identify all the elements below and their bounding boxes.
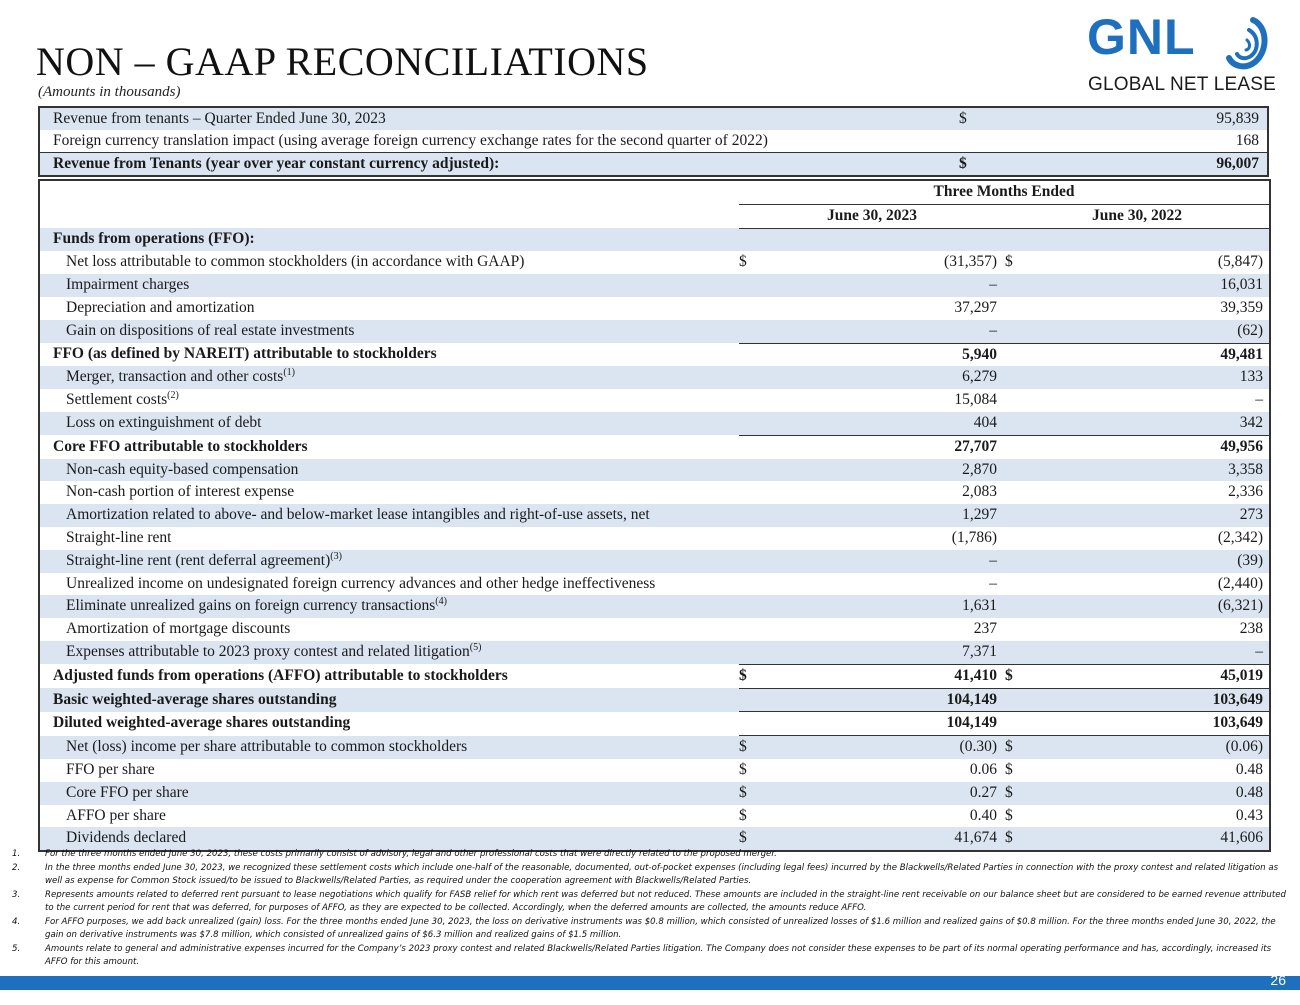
table-row bbox=[39, 481, 1270, 504]
footnote-ref: (4) bbox=[435, 596, 447, 608]
value-2023 bbox=[771, 573, 1005, 596]
section-ffo-label: Funds from operations (FFO): bbox=[39, 228, 739, 251]
row-label bbox=[39, 782, 739, 805]
header-row bbox=[39, 180, 1270, 204]
value-2023 bbox=[771, 251, 1005, 274]
currency-2023-text: $ bbox=[739, 806, 747, 824]
value-2023-text: 41,410 bbox=[954, 666, 997, 684]
value-2023-text: – bbox=[989, 574, 997, 592]
footer-bar bbox=[0, 976, 1300, 990]
value-2023 bbox=[771, 274, 1005, 297]
row-label-text: Adjusted funds from operations (AFFO) attributable to stockholders bbox=[53, 666, 508, 684]
row-label-text: Loss on extinguishment of debt bbox=[66, 414, 262, 432]
row-label-text: Non-cash equity-based compensation bbox=[66, 460, 299, 478]
value-2022-text: (62) bbox=[1237, 321, 1264, 339]
row-label-text: Settlement costs bbox=[66, 391, 168, 409]
currency-2022 bbox=[1005, 251, 1037, 274]
value-2022 bbox=[1037, 595, 1270, 618]
value-2022-text: – bbox=[1255, 391, 1264, 409]
value-2022-text: 0.48 bbox=[1235, 760, 1264, 778]
row-label-text: Core FFO per share bbox=[66, 783, 189, 801]
revenue-currency: $ bbox=[959, 107, 1019, 130]
row-label-text: Straight-line rent (rent deferral agreement) bbox=[66, 551, 331, 569]
currency-2023 bbox=[739, 527, 771, 550]
row-label-text: Net loss attributable to common stockholders (in accordance with GAAP) bbox=[66, 253, 525, 271]
row-label-text: Merger, transaction and other costs bbox=[66, 368, 284, 386]
footnote-text: Represents amounts related to deferred rent pursuant to lease negotiations which qualify for FASB relief for which rent was deferred but not reduced. These amounts are included in the straight-line rent receivable on our balance sheet but are considered to be earned revenue attributed to the current period for rent that was deferred, for purposes of AFFO, as they are expected to be collected. Accordingly, when the deferred amounts are collected, the amounts reduce AFFO. bbox=[45, 889, 1286, 913]
value-2023 bbox=[771, 688, 1005, 712]
table-row bbox=[39, 343, 1270, 366]
page-number: 26 bbox=[1270, 972, 1286, 988]
value-2022 bbox=[1037, 297, 1270, 320]
currency-2023 bbox=[739, 595, 771, 618]
logo-wordmark: GNL bbox=[1087, 9, 1196, 65]
table-row bbox=[39, 527, 1270, 550]
revenue-label: Revenue from tenants – Quarter Ended June 30, 2023 bbox=[39, 107, 959, 130]
currency-2023 bbox=[739, 618, 771, 641]
table-row bbox=[39, 297, 1270, 320]
currency-2023 bbox=[739, 297, 771, 320]
currency-2022-text: $ bbox=[1005, 829, 1013, 847]
row-label bbox=[39, 805, 739, 828]
currency-2022 bbox=[1005, 481, 1037, 504]
value-2022-text: (5,847) bbox=[1217, 253, 1264, 271]
value-2023 bbox=[771, 412, 1005, 435]
row-label bbox=[39, 389, 739, 412]
reconciliation-table bbox=[38, 179, 1271, 852]
column-header-row bbox=[39, 204, 1270, 228]
value-2022 bbox=[1037, 412, 1270, 435]
value-2022 bbox=[1037, 320, 1270, 343]
table-row bbox=[39, 435, 1270, 458]
currency-2023 bbox=[739, 805, 771, 828]
row-label-text: Unrealized income on undesignated foreign currency advances and other hedge ineffectiveness bbox=[66, 574, 656, 592]
value-2022 bbox=[1037, 688, 1270, 712]
currency-2022 bbox=[1005, 618, 1037, 641]
value-2023-text: 5,940 bbox=[962, 345, 997, 363]
value-2022 bbox=[1037, 712, 1270, 736]
row-label bbox=[39, 435, 739, 458]
currency-2022 bbox=[1005, 389, 1037, 412]
value-2022 bbox=[1037, 805, 1270, 828]
currency-2022 bbox=[1005, 736, 1037, 759]
row-label bbox=[39, 412, 739, 435]
row-label bbox=[39, 527, 739, 550]
currency-2023-text: $ bbox=[739, 783, 747, 801]
value-2023 bbox=[771, 618, 1005, 641]
table-row bbox=[39, 736, 1270, 759]
value-2023 bbox=[771, 805, 1005, 828]
value-2022 bbox=[1037, 736, 1270, 759]
currency-2022 bbox=[1005, 805, 1037, 828]
row-label bbox=[39, 274, 739, 297]
revenue-total-row bbox=[39, 153, 1268, 177]
revenue-currency bbox=[959, 130, 1019, 153]
value-2022-text: 0.43 bbox=[1235, 806, 1264, 824]
table-row bbox=[39, 550, 1270, 573]
value-2022-text: 49,481 bbox=[1220, 345, 1264, 363]
row-label-text: Eliminate unrealized gains on foreign currency transactions bbox=[66, 597, 436, 615]
table-row bbox=[39, 389, 1270, 412]
row-label bbox=[39, 641, 739, 664]
period-header: Three Months Ended bbox=[739, 180, 1270, 204]
row-label-text: FFO per share bbox=[66, 760, 155, 778]
row-label-text: Impairment charges bbox=[66, 276, 190, 294]
value-2023 bbox=[771, 481, 1005, 504]
currency-2022 bbox=[1005, 274, 1037, 297]
value-2023 bbox=[771, 782, 1005, 805]
currency-2022 bbox=[1005, 550, 1037, 573]
value-2023-text: – bbox=[989, 551, 997, 569]
value-2023-text: 7,371 bbox=[962, 642, 997, 660]
row-label-text: Basic weighted-average shares outstanding bbox=[53, 690, 337, 708]
value-2022 bbox=[1037, 251, 1270, 274]
row-label-text: Depreciation and amortization bbox=[66, 298, 255, 316]
currency-2022 bbox=[1005, 297, 1037, 320]
value-2022 bbox=[1037, 343, 1270, 366]
currency-2023 bbox=[739, 412, 771, 435]
value-2022 bbox=[1037, 459, 1270, 482]
currency-2023 bbox=[739, 573, 771, 596]
table-row bbox=[39, 664, 1270, 688]
value-2022 bbox=[1037, 527, 1270, 550]
currency-2022 bbox=[1005, 664, 1037, 688]
row-label bbox=[39, 459, 739, 482]
row-label bbox=[39, 736, 739, 759]
value-2022 bbox=[1037, 481, 1270, 504]
revenue-label: Revenue from Tenants (year over year constant currency adjusted): bbox=[39, 153, 959, 177]
footnote-number: 1. bbox=[12, 849, 21, 859]
value-2023-text: (1,786) bbox=[951, 528, 997, 546]
row-label bbox=[39, 297, 739, 320]
value-2023-text: 41,674 bbox=[954, 829, 997, 847]
currency-2023 bbox=[739, 688, 771, 712]
currency-2023 bbox=[739, 274, 771, 297]
logo-swirl-icon bbox=[1223, 16, 1271, 72]
currency-2022 bbox=[1005, 412, 1037, 435]
value-2023-text: 2,870 bbox=[962, 460, 997, 478]
value-2022-text: (6,321) bbox=[1217, 597, 1264, 615]
row-label bbox=[39, 664, 739, 688]
row-label bbox=[39, 573, 739, 596]
value-2023-text: 6,279 bbox=[962, 368, 997, 386]
value-2022-text: 39,359 bbox=[1220, 298, 1264, 316]
row-label-text: Straight-line rent bbox=[66, 528, 172, 546]
currency-2023 bbox=[739, 343, 771, 366]
row-label bbox=[39, 251, 739, 274]
table-row bbox=[39, 366, 1270, 389]
value-2022 bbox=[1037, 573, 1270, 596]
page-title: NON – GAAP RECONCILIATIONS bbox=[36, 39, 649, 84]
value-2023-text: – bbox=[989, 276, 997, 294]
row-label bbox=[39, 481, 739, 504]
footnotes bbox=[12, 848, 1292, 970]
value-2023 bbox=[771, 343, 1005, 366]
currency-2022-text: $ bbox=[1005, 760, 1013, 778]
footnote-text: Amounts relate to general and administrative expenses incurred for the Company’s 2023 proxy contest and related Blackwells/Related Parties litigation. The Company does not consider these expenses to be part of its normal operating performance and has, accordingly, increased its AFFO for this amount. bbox=[45, 943, 1272, 967]
footnote-number: 3. bbox=[12, 889, 21, 900]
value-2023 bbox=[771, 595, 1005, 618]
value-2022-text: 103,649 bbox=[1212, 714, 1264, 732]
footnote bbox=[12, 862, 1292, 889]
value-2023-text: – bbox=[989, 321, 997, 339]
table-row bbox=[39, 641, 1270, 664]
value-2023 bbox=[771, 504, 1005, 527]
row-label bbox=[39, 712, 739, 736]
footnote bbox=[12, 889, 1292, 916]
currency-2023 bbox=[739, 459, 771, 482]
row-label bbox=[39, 618, 739, 641]
currency-2023 bbox=[739, 435, 771, 458]
row-label bbox=[39, 550, 739, 573]
currency-2022 bbox=[1005, 688, 1037, 712]
value-2022-text: 238 bbox=[1239, 620, 1264, 638]
value-2023-text: 1,297 bbox=[962, 506, 997, 524]
currency-2022 bbox=[1005, 595, 1037, 618]
currency-2023 bbox=[739, 320, 771, 343]
value-2023-text: 1,631 bbox=[962, 597, 997, 615]
currency-2022-text: $ bbox=[1005, 806, 1013, 824]
value-2022-text: 342 bbox=[1239, 413, 1264, 431]
row-label bbox=[39, 320, 739, 343]
value-2023-text: 2,083 bbox=[962, 483, 997, 501]
value-2022-text: 49,956 bbox=[1220, 437, 1264, 455]
currency-2022-text: $ bbox=[1005, 783, 1013, 801]
table-row bbox=[39, 251, 1270, 274]
row-label bbox=[39, 343, 739, 366]
value-2022 bbox=[1037, 641, 1270, 664]
row-label bbox=[39, 504, 739, 527]
value-2023 bbox=[771, 712, 1005, 736]
revenue-label: Foreign currency translation impact (using average foreign currency exchange rates for the second quarter of 2022) bbox=[53, 132, 768, 149]
currency-2022-text: $ bbox=[1005, 666, 1013, 684]
table-row bbox=[39, 805, 1270, 828]
table-row bbox=[39, 782, 1270, 805]
value-2023-text: 237 bbox=[973, 620, 997, 638]
row-label-text: Dividends declared bbox=[66, 829, 187, 847]
revenue-row bbox=[39, 130, 1268, 153]
currency-2022 bbox=[1005, 527, 1037, 550]
footnote-text: For the three months ended June 30, 2023, these costs primarily consist of advisory, legal and other professional costs that were directly related to the proposed merger. bbox=[45, 849, 777, 859]
currency-2022 bbox=[1005, 573, 1037, 596]
currency-2022 bbox=[1005, 759, 1037, 782]
footnote bbox=[12, 848, 1292, 862]
value-2022-text: 2,336 bbox=[1228, 483, 1264, 501]
value-2023 bbox=[771, 459, 1005, 482]
value-2023 bbox=[771, 297, 1005, 320]
table-row bbox=[39, 320, 1270, 343]
value-2022 bbox=[1037, 274, 1270, 297]
value-2022-text: 0.48 bbox=[1235, 783, 1264, 801]
value-2022 bbox=[1037, 550, 1270, 573]
value-2022 bbox=[1037, 435, 1270, 458]
revenue-value: 168 bbox=[1235, 132, 1259, 149]
value-2022 bbox=[1037, 366, 1270, 389]
row-label-text: Net (loss) income per share attributable to common stockholders bbox=[66, 737, 468, 755]
currency-2023 bbox=[739, 366, 771, 389]
row-label-text: AFFO per share bbox=[66, 806, 166, 824]
currency-2023 bbox=[739, 550, 771, 573]
value-2022-text: 3,358 bbox=[1228, 460, 1264, 478]
currency-2023 bbox=[739, 481, 771, 504]
value-2022-text: 41,606 bbox=[1220, 829, 1264, 847]
row-label-text: Amortization related to above- and below-market lease intangibles and right-of-use assets, net bbox=[66, 506, 650, 524]
currency-2022 bbox=[1005, 343, 1037, 366]
currency-2022-text: $ bbox=[1005, 253, 1013, 271]
value-2023 bbox=[771, 550, 1005, 573]
column-header-2023: June 30, 2023 bbox=[739, 204, 1005, 228]
value-2023 bbox=[771, 641, 1005, 664]
currency-2022 bbox=[1005, 782, 1037, 805]
value-2022-text: 16,031 bbox=[1220, 276, 1264, 294]
revenue-value: 95,839 bbox=[1019, 107, 1268, 130]
row-label-text: Core FFO attributable to stockholders bbox=[53, 437, 308, 455]
footnote-ref: (1) bbox=[283, 367, 295, 379]
currency-2023 bbox=[739, 759, 771, 782]
row-label-text: Expenses attributable to 2023 proxy contest and related litigation bbox=[66, 643, 470, 661]
value-2022-text: 273 bbox=[1239, 506, 1264, 524]
currency-2022 bbox=[1005, 641, 1037, 664]
value-2023-text: 27,707 bbox=[954, 437, 997, 455]
footnote-number: 2. bbox=[12, 862, 21, 873]
value-2022 bbox=[1037, 504, 1270, 527]
value-2023 bbox=[771, 320, 1005, 343]
value-2023-text: 15,084 bbox=[954, 391, 997, 409]
currency-2022 bbox=[1005, 366, 1037, 389]
value-2022 bbox=[1037, 782, 1270, 805]
value-2023 bbox=[771, 435, 1005, 458]
currency-2022 bbox=[1005, 504, 1037, 527]
currency-2022 bbox=[1005, 459, 1037, 482]
value-2022 bbox=[1037, 759, 1270, 782]
table-row bbox=[39, 712, 1270, 736]
table-row bbox=[39, 504, 1270, 527]
value-2022-text: – bbox=[1255, 642, 1264, 660]
revenue-value: 96,007 bbox=[1019, 153, 1268, 177]
value-2022 bbox=[1037, 664, 1270, 688]
value-2023-text: 104,149 bbox=[946, 690, 997, 708]
table-row bbox=[39, 688, 1270, 712]
logo-subtitle: GLOBAL NET LEASE bbox=[1088, 74, 1277, 95]
revenue-currency: $ bbox=[959, 153, 1019, 177]
currency-2023 bbox=[739, 389, 771, 412]
table-row bbox=[39, 412, 1270, 435]
table-row bbox=[39, 274, 1270, 297]
page-subtitle: (Amounts in thousands) bbox=[38, 84, 181, 100]
value-2023-text: 0.40 bbox=[969, 806, 997, 824]
footnote-number: 4. bbox=[12, 916, 21, 927]
value-2023 bbox=[771, 759, 1005, 782]
row-label-text: FFO (as defined by NAREIT) attributable to stockholders bbox=[53, 345, 437, 363]
footnote-text: In the three months ended June 30, 2023, we recognized these settlement costs which include one-half of the reasonable, documented, out-of-pocket expenses (including legal fees) incurred by the Blackwells/Related Parties in connection with the proxy contest and related litigation as well as expense for Common Stock issued/to be issued to Blackwells/Related Parties, as required under the cooperation agreement with Blackwells/Related Parties. bbox=[45, 862, 1279, 886]
footnote-text: For AFFO purposes, we add back unrealized (gain) loss. For the three months ended June 30, 2023, the loss on derivative instruments was $0.8 million, which consisted of unrealized losses of $1.6 million and realized gains of $0.8 million. For the three months ended June 30, 2022, the gain on derivative instruments was $7.8 million, which consisted of unrealized gains of $6.3 million and realized gains of $1.5 million. bbox=[45, 916, 1276, 940]
value-2022 bbox=[1037, 618, 1270, 641]
row-label bbox=[39, 366, 739, 389]
column-header-2022: June 30, 2022 bbox=[1005, 204, 1270, 228]
value-2023-text: (0.30) bbox=[959, 738, 997, 756]
value-2022 bbox=[1037, 389, 1270, 412]
company-logo bbox=[1085, 9, 1277, 100]
currency-2022 bbox=[1005, 320, 1037, 343]
row-label-text: Diluted weighted-average shares outstanding bbox=[53, 714, 351, 732]
value-2022-text: (39) bbox=[1237, 551, 1264, 569]
currency-2023 bbox=[739, 251, 771, 274]
currency-2023-text: $ bbox=[739, 738, 747, 756]
row-label bbox=[39, 688, 739, 712]
footnote bbox=[12, 943, 1292, 970]
revenue-table bbox=[38, 106, 1269, 177]
value-2022-text: 45,019 bbox=[1220, 666, 1264, 684]
footnote-ref: (5) bbox=[469, 642, 482, 654]
value-2023 bbox=[771, 736, 1005, 759]
table-row bbox=[39, 459, 1270, 482]
value-2023-text: 104,149 bbox=[946, 714, 997, 732]
section-header-row bbox=[39, 228, 1270, 251]
value-2022-text: (0.06) bbox=[1225, 738, 1264, 756]
value-2023 bbox=[771, 527, 1005, 550]
currency-2022 bbox=[1005, 712, 1037, 736]
value-2023-text: 0.27 bbox=[969, 783, 997, 801]
table-row bbox=[39, 595, 1270, 618]
currency-2023 bbox=[739, 712, 771, 736]
table-row bbox=[39, 573, 1270, 596]
row-label bbox=[39, 759, 739, 782]
footnote-number: 5. bbox=[12, 943, 21, 954]
value-2023 bbox=[771, 389, 1005, 412]
currency-2023-text: $ bbox=[739, 666, 747, 684]
currency-2023 bbox=[739, 736, 771, 759]
currency-2022 bbox=[1005, 435, 1037, 458]
value-2023-text: 404 bbox=[973, 413, 997, 431]
footnote bbox=[12, 916, 1292, 943]
value-2022-text: 133 bbox=[1239, 368, 1264, 386]
value-2023-text: 0.06 bbox=[969, 760, 997, 778]
value-2022-text: (2,342) bbox=[1217, 528, 1264, 546]
value-2023-text: (31,357) bbox=[944, 253, 997, 271]
currency-2022-text: $ bbox=[1005, 738, 1013, 756]
row-label-text: Amortization of mortgage discounts bbox=[66, 620, 291, 638]
value-2022-text: (2,440) bbox=[1217, 574, 1264, 592]
value-2023 bbox=[771, 664, 1005, 688]
value-2022-text: 103,649 bbox=[1212, 690, 1264, 708]
currency-2023 bbox=[739, 641, 771, 664]
value-2023-text: 37,297 bbox=[954, 298, 997, 316]
currency-2023-text: $ bbox=[739, 760, 747, 778]
currency-2023 bbox=[739, 504, 771, 527]
revenue-row bbox=[39, 107, 1268, 130]
currency-2023-text: $ bbox=[739, 253, 747, 271]
currency-2023 bbox=[739, 664, 771, 688]
value-2023 bbox=[771, 366, 1005, 389]
row-label-text: Non-cash portion of interest expense bbox=[66, 483, 295, 501]
footnote-ref: (2) bbox=[167, 390, 179, 402]
row-label-text: Gain on dispositions of real estate investments bbox=[66, 322, 355, 340]
table-row bbox=[39, 618, 1270, 641]
footnote-ref: (3) bbox=[330, 550, 342, 562]
currency-2023-text: $ bbox=[739, 829, 747, 847]
table-row bbox=[39, 759, 1270, 782]
currency-2023 bbox=[739, 782, 771, 805]
row-label bbox=[39, 595, 739, 618]
